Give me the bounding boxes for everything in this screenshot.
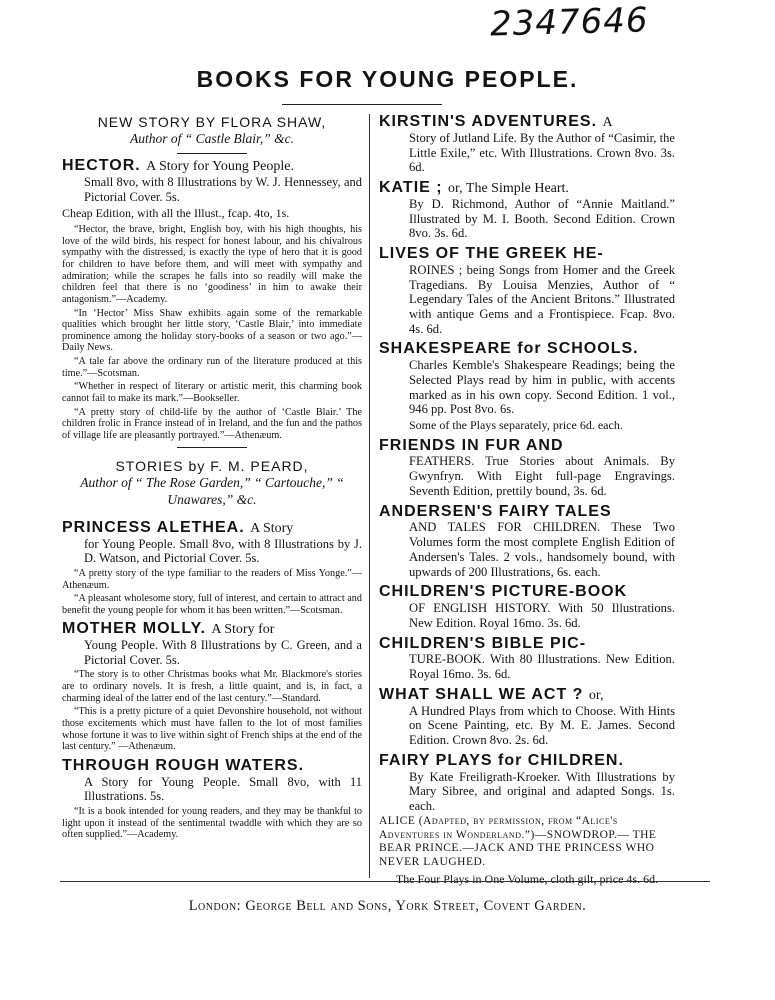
book-description: OF ENGLISH HISTORY. With 50 Illustrations. New Edition. Royal 16mo. 3s. 6d. (409, 601, 675, 630)
section-heading-flora-shaw: NEW STORY BY FLORA SHAW, (97, 114, 327, 130)
book-entry-shakespeare-for-schools (379, 341, 675, 432)
plays-list: ALICE (Adapted, by permission, from “Alice's Adventures in Wonderland.”)—SNOWDROP.— THE BEAR PRINCE.—JACK AND THE PRINCESS WHO NEVER LAUGHED. (379, 814, 657, 869)
book-title: KATIE ; (379, 179, 443, 196)
book-entry-lives-of-greek-heroines (379, 246, 675, 336)
book-description: AND TALES FOR CHILDREN. These Two Volumes form the most complete English Edition of Andersen's Tales. 2 vols., handsomely bound, with upwards of 200 Illustrations, 6s. each. (409, 520, 675, 579)
book-description: A Hundred Plays from which to Choose. With Hints on Scene Painting, etc. By M. E. James. Second Edition. Crown 8vo. 2s. 6d. (409, 703, 675, 748)
book-description: By D. Richmond, Author of “Annie Maitland.” Illustrated by M. I. Booth. Second Edition. Crown 8vo. 3s. 6d. (409, 196, 675, 241)
book-entry-through-rough-waters (62, 758, 362, 841)
book-description: FEATHERS. True Stories about Animals. By Gwynfryn. With Eight full-page Engravings. Seventh Edition, prettily bound, 3s. 6d. (409, 454, 675, 498)
book-title-rest: A Story for Young People. (146, 159, 294, 175)
book-title: LIVES OF THE GREEK HE- (379, 245, 604, 262)
book-title-rest: A Story for (211, 622, 275, 638)
book-description: By Kate Freiligrath-Kroeker. With Illustrations by Mary Sibree, and original and adapted Songs. 1s. each. (409, 769, 675, 814)
cheap-edition-line: Cheap Edition, with all the Illust., fcap. 4to, 1s. (62, 206, 290, 221)
book-entry-andersens-fairy-tales (379, 504, 675, 580)
review-quote: “A pretty story of the type familiar to the readers of Miss Yonge.”—Athenæum. (62, 567, 362, 591)
review-quote: “Hector, the brave, bright, English boy, with his high thoughts, his love of the wild birds, his respect for honest labour, and his chivalrous sympathy with the distressed, is exactly the type of hero that it is good for children to have before them, and will meet with sympathy and admiration; while the scrapes he falls into so readily will make the children feel that there is no ‘goodiness’ in him to awake their antagonism.”—Academy. (62, 224, 362, 305)
right-column (379, 114, 675, 892)
book-description: A Story for Young People. Small 8vo, with 11 Illustrations. 5s. (84, 774, 362, 804)
book-title: ANDERSEN'S FAIRY TALES (379, 502, 612, 520)
book-entry-fairy-plays (379, 753, 675, 887)
book-entry-childrens-bible-picture-book (379, 636, 675, 682)
review-quote: “A pleasant wholesome story, full of interest, and certain to attract and benefit the young people for whom it has been written.”—Scotsman. (62, 593, 362, 616)
section-subheading-flora-shaw: Author of “ Castle Blair,” &c. (130, 131, 294, 146)
book-title: CHILDREN'S BIBLE PIC- (379, 634, 587, 652)
book-entry-hector (62, 158, 362, 441)
book-description: Charles Kemble's Shakespeare Readings; being the Selected Plays read by him in public, with accents marked as in his own copy. Second Edition. 1 vol., 946 pp. Post 8vo. 6s. (409, 358, 675, 417)
book-title: HECTOR. (62, 157, 141, 175)
left-column (62, 114, 362, 846)
section-subheading-peard: Author of “ The Rose Garden,” “ Cartouche,” “ Unawares,” &c. (80, 475, 344, 507)
book-title: FAIRY PLAYS for CHILDREN. (379, 751, 624, 769)
divider (177, 153, 247, 154)
handwritten-catalogue-number: 2347646 (489, 0, 649, 45)
book-entry-mother-molly (62, 621, 362, 752)
review-quote: “This is a pretty picture of a quiet Devonshire household, not without those excitements which must have fallen to the lot of most families whose fortune it was to live within sight of French ships at the end of the last century.” —Athenæum. (62, 706, 362, 753)
review-quote: “A pretty story of child-life by the author of ‘Castle Blair.’ The children frolic in France instead of in Ireland, and the fun and the pathos of village life are pleasantly portrayed.”—Athenæum. (62, 406, 362, 441)
book-entry-katie (379, 180, 675, 241)
book-description: Story of Jutland Life. By the Author of “Casimir, the Little Exile,” etc. With Illustrations. Crown 8vo. 3s. 6d. (409, 130, 675, 175)
book-title: KIRSTIN'S ADVENTURES. (379, 113, 598, 130)
book-title: MOTHER MOLLY. (62, 620, 206, 638)
review-quote: “It is a book intended for young readers, and they may be thankful to light upon it instead of the sentimental twaddle with which they are so often supplied.”—Academy. (62, 805, 362, 841)
book-description: for Young People. Small 8vo, with 8 Illustrations by J. D. Watson, and Pictorial Cover. 5s. (84, 536, 362, 566)
column-divider (369, 114, 370, 878)
book-description: ROINES ; being Songs from Homer and the Greek Tragedians. By Louisa Menzies, Author of “ Legendary Tales of the Ancient Britons.” Illustrated with antique Gems and a Frontispiece. Fcap. 8vo. 4s. 6d. (409, 262, 675, 336)
book-entry-what-shall-we-act (379, 687, 675, 748)
book-entry-princess-alethea (62, 520, 362, 617)
section-heading-peard: STORIES by F. M. PEARD, (115, 458, 309, 475)
book-entry-friends-in-fur (379, 438, 675, 499)
book-title-rest: A (602, 115, 613, 130)
review-quote: “In ‘Hector’ Miss Shaw exhibits again some of the remarkable qualities which brought her little story, ‘Castle Blair,’ into immediate prominence among the holiday story-books of a season or two ago.”—Daily News. (62, 307, 362, 354)
review-quote: “The story is to other Christmas books what Mr. Blackmore's stories are to ordinary novels. It is fresh, a little quaint, and is, in fact, a charming ideal of the latter end of the last century.”—Standard. (62, 669, 362, 704)
review-quote: “Whether in respect of literary or artistic merit, this charming book cannot fail to make its mark.”—Bookseller. (62, 381, 362, 404)
book-title-rest: or, The Simple Heart. (448, 181, 569, 196)
divider (177, 447, 247, 448)
review-quote: “A tale far above the ordinary run of the literature produced at this time.”—Scotsman. (62, 356, 362, 379)
book-title: PRINCESS ALETHEA. (62, 518, 245, 536)
title-rule (282, 104, 442, 105)
book-title: CHILDREN'S PICTURE-BOOK (379, 583, 628, 601)
book-entry-childrens-picture-book (379, 584, 675, 630)
book-title-rest: A Story (250, 520, 294, 536)
book-title-rest: or, (588, 687, 604, 703)
book-description: Small 8vo, with 8 Illustrations by W. J. Hennessey, and Pictorial Cover. 5s. (84, 174, 362, 204)
publisher-imprint: London: George Bell and Sons, York Street, Covent Garden. (188, 898, 587, 914)
book-title: THROUGH ROUGH WATERS. (62, 756, 305, 774)
book-title: FRIENDS IN FUR AND (379, 436, 564, 454)
book-entry-kirstins-adventures (379, 114, 675, 175)
footer-rule (60, 881, 710, 882)
book-description: Young People. With 8 Illustrations by C. Green, and a Pictorial Cover. 5s. (84, 638, 362, 667)
book-note: The Four Plays in One Volume, cloth gilt, price 4s. 6d. (395, 872, 659, 887)
book-description: TURE-BOOK. With 80 Illustrations. New Edition. Royal 16mo. 3s. 6d. (409, 652, 675, 682)
page-title: BOOKS FOR YOUNG PEOPLE. (196, 66, 579, 92)
book-title: SHAKESPEARE for SCHOOLS. (379, 340, 639, 358)
book-title: WHAT SHALL WE ACT ? (379, 685, 584, 703)
book-note: Some of the Plays separately, price 6d. each. (409, 418, 623, 433)
